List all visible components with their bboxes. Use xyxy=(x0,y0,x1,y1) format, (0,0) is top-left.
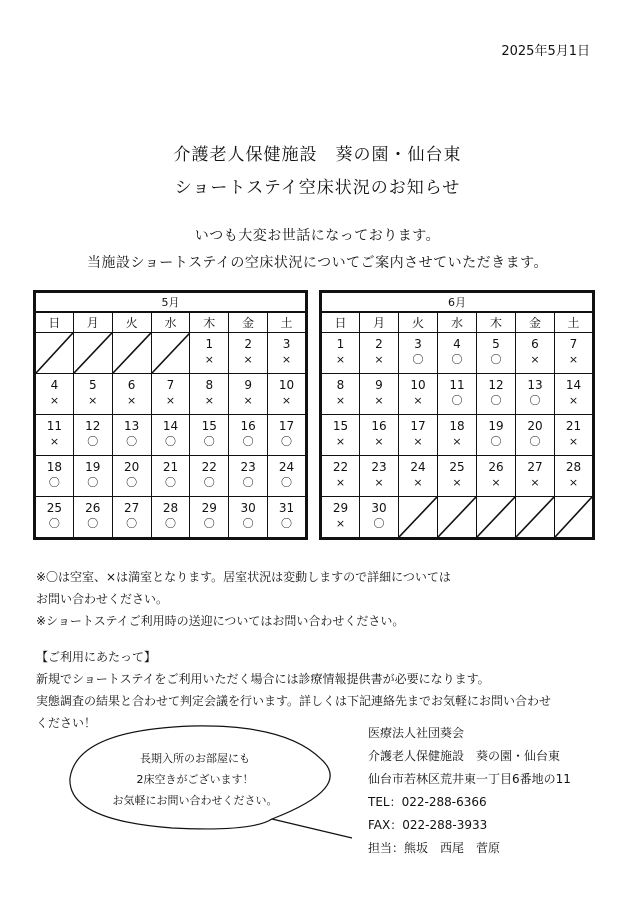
availability-mark: × xyxy=(335,394,346,407)
day-number: 13 xyxy=(123,419,140,433)
availability-mark: × xyxy=(243,394,253,407)
diagonal-slash xyxy=(152,333,190,373)
day-number: 12 xyxy=(488,378,504,392)
day-number: 26 xyxy=(488,460,504,474)
day-number: 20 xyxy=(123,460,140,474)
day-cell xyxy=(516,415,555,456)
day-number: 17 xyxy=(278,419,295,433)
day-cell xyxy=(190,415,229,456)
availability-mark: × xyxy=(204,353,214,366)
availability-mark: 〇 xyxy=(529,394,541,407)
day-cell xyxy=(399,456,438,497)
diagonal-slash xyxy=(555,497,592,537)
day-number: 9 xyxy=(375,378,383,392)
day-number: 23 xyxy=(371,460,387,474)
day-number: 3 xyxy=(282,337,291,351)
day-number: 4 xyxy=(453,337,461,351)
day-number: 29 xyxy=(332,501,349,515)
day-number: 3 xyxy=(414,337,422,351)
day-number: 26 xyxy=(85,501,101,515)
availability-mark: × xyxy=(568,476,579,489)
empty-day-cell xyxy=(399,497,438,539)
day-cell xyxy=(399,333,438,374)
contact-staff: 担当：熊坂 西尾 菅原 xyxy=(368,841,501,855)
day-cell xyxy=(73,456,112,497)
availability-mark: 〇 xyxy=(203,435,215,448)
empty-day-cell xyxy=(112,333,151,374)
diagonal-slash xyxy=(74,333,112,373)
day-cell xyxy=(112,456,151,497)
availability-mark: 〇 xyxy=(373,517,385,530)
availability-mark: 〇 xyxy=(490,435,502,448)
diagonal-slash xyxy=(36,333,73,373)
availability-mark: × xyxy=(88,394,98,407)
day-number: 24 xyxy=(278,460,295,474)
weekday-label: 土 xyxy=(268,312,307,333)
day-number: 14 xyxy=(162,419,179,433)
availability-mark: 〇 xyxy=(48,476,60,489)
weekday-label: 火 xyxy=(399,312,438,333)
day-number: 10 xyxy=(410,378,426,392)
diagonal-slash xyxy=(477,497,515,537)
empty-day-cell xyxy=(438,497,477,539)
day-cell xyxy=(73,497,112,539)
availability-mark: 〇 xyxy=(126,517,138,530)
day-cell xyxy=(360,497,399,539)
day-cell xyxy=(477,456,516,497)
availability-mark: × xyxy=(530,476,540,489)
day-number: 2 xyxy=(375,337,383,351)
contact-org: 医療法人社団葵会 xyxy=(368,726,465,740)
day-number: 6 xyxy=(127,378,136,392)
day-number: 20 xyxy=(527,419,543,433)
availability-mark: 〇 xyxy=(529,435,541,448)
day-number: 22 xyxy=(201,460,217,474)
day-cell xyxy=(321,415,360,456)
availability-mark: × xyxy=(374,394,384,407)
day-cell xyxy=(321,333,360,374)
availability-mark: 〇 xyxy=(490,353,502,366)
day-cell xyxy=(268,415,307,456)
weekday-label: 木 xyxy=(190,312,229,333)
day-cell xyxy=(190,333,229,374)
day-cell xyxy=(190,456,229,497)
june-calendar xyxy=(319,290,595,540)
note-line: ※ショートステイご利用時の送迎についてはお問い合わせください。 xyxy=(36,614,405,628)
day-number: 27 xyxy=(123,501,140,515)
day-cell xyxy=(360,333,399,374)
bubble-line: 2床空きがございます！ xyxy=(136,773,254,786)
note-line: お問い合わせください。 xyxy=(36,592,169,606)
availability-mark: 〇 xyxy=(126,435,138,448)
weekday-label: 水 xyxy=(438,312,477,333)
month-label: 6月 xyxy=(321,292,594,313)
day-number: 17 xyxy=(410,419,426,433)
day-cell xyxy=(268,497,307,539)
day-number: 11 xyxy=(449,378,465,392)
availability-mark: × xyxy=(452,435,462,448)
notes-block xyxy=(36,566,551,734)
weekday-label: 金 xyxy=(516,312,555,333)
empty-day-cell xyxy=(555,497,594,539)
day-cell xyxy=(516,456,555,497)
weekday-label: 火 xyxy=(112,312,151,333)
usage-line: 実態調査の結果と合わせて判定会議を行います。詳しくは下記連絡先までお気軽にお問い合わせ xyxy=(36,694,552,708)
day-number: 29 xyxy=(201,501,217,515)
empty-day-cell xyxy=(516,497,555,539)
day-cell xyxy=(477,415,516,456)
day-number: 1 xyxy=(336,337,345,351)
weekday-label: 月 xyxy=(73,312,112,333)
availability-mark: × xyxy=(452,476,462,489)
day-cell xyxy=(438,333,477,374)
day-cell xyxy=(477,374,516,415)
day-number: 16 xyxy=(371,419,387,433)
day-cell xyxy=(555,415,594,456)
contact-fax: FAX：022-288-3933 xyxy=(368,818,488,832)
usage-heading: 【ご利用にあたって】 xyxy=(36,650,157,664)
availability-mark: × xyxy=(530,353,540,366)
day-number: 8 xyxy=(336,378,345,392)
day-number: 15 xyxy=(201,419,217,433)
weekday-label: 月 xyxy=(360,312,399,333)
day-number: 10 xyxy=(278,378,295,392)
day-number: 22 xyxy=(332,460,349,474)
availability-mark: 〇 xyxy=(281,517,293,530)
day-number: 4 xyxy=(50,378,59,392)
day-cell xyxy=(321,456,360,497)
intro-line-1: いつも大変お世話になっております。 xyxy=(194,228,441,244)
availability-mark: × xyxy=(204,394,214,407)
note-line: ※〇は空室、×は満室となります。居室状況は変動しますので詳細については xyxy=(36,570,451,584)
availability-mark: × xyxy=(49,435,60,448)
day-number: 13 xyxy=(527,378,543,392)
day-number: 27 xyxy=(527,460,543,474)
availability-mark: × xyxy=(281,353,292,366)
availability-mark: 〇 xyxy=(164,476,176,489)
day-cell xyxy=(438,415,477,456)
availability-mark: 〇 xyxy=(490,394,502,407)
day-number: 14 xyxy=(565,378,582,392)
day-number: 9 xyxy=(244,378,252,392)
availability-mark: × xyxy=(335,353,346,366)
weekday-label: 金 xyxy=(229,312,268,333)
availability-mark: × xyxy=(491,476,501,489)
day-cell xyxy=(477,333,516,374)
day-cell xyxy=(112,374,151,415)
contact-tel: TEL：022-288-6366 xyxy=(368,795,487,809)
day-number: 2 xyxy=(244,337,252,351)
availability-mark: 〇 xyxy=(87,517,99,530)
day-number: 25 xyxy=(46,501,63,515)
day-cell xyxy=(360,456,399,497)
day-cell xyxy=(229,374,268,415)
weekday-label: 土 xyxy=(555,312,594,333)
diagonal-slash xyxy=(516,497,554,537)
day-cell xyxy=(229,497,268,539)
day-number: 28 xyxy=(162,501,179,515)
contact-block xyxy=(368,722,571,860)
day-cell xyxy=(151,374,190,415)
day-cell xyxy=(321,497,360,539)
day-cell xyxy=(35,374,74,415)
day-cell xyxy=(190,497,229,539)
diagonal-slash xyxy=(438,497,476,537)
availability-mark: 〇 xyxy=(242,476,254,489)
day-cell xyxy=(229,456,268,497)
title-line-2: ショートステイ空床状況のお知らせ xyxy=(174,178,461,198)
issue-date: 2025年5月1日 xyxy=(501,44,590,59)
availability-mark: × xyxy=(413,476,423,489)
day-cell xyxy=(438,374,477,415)
day-number: 15 xyxy=(332,419,349,433)
month-label: 5月 xyxy=(35,292,307,313)
day-number: 16 xyxy=(240,419,256,433)
availability-mark: × xyxy=(335,435,346,448)
day-cell xyxy=(555,456,594,497)
availability-mark: × xyxy=(49,394,60,407)
availability-mark: 〇 xyxy=(281,435,293,448)
usage-line: ください！ xyxy=(36,716,97,730)
day-cell xyxy=(229,333,268,374)
day-number: 21 xyxy=(565,419,582,433)
bubble-line: お気軽にお問い合わせください。 xyxy=(112,794,278,807)
day-cell xyxy=(151,415,190,456)
availability-mark: × xyxy=(243,353,253,366)
availability-mark: 〇 xyxy=(203,517,215,530)
day-cell xyxy=(360,415,399,456)
day-cell xyxy=(35,497,74,539)
day-cell xyxy=(229,415,268,456)
weekday-label: 日 xyxy=(35,312,74,333)
availability-mark: × xyxy=(413,394,423,407)
day-cell xyxy=(73,374,112,415)
usage-line: 新規でショートステイをご利用いただく場合には診療情報提供書が必要になります。 xyxy=(36,672,490,686)
availability-mark: × xyxy=(127,394,137,407)
day-cell xyxy=(399,415,438,456)
day-cell xyxy=(399,374,438,415)
intro-line-2: 当施設ショートステイの空床状況についてご案内させていただきます。 xyxy=(87,255,548,271)
availability-mark: 〇 xyxy=(203,476,215,489)
day-number: 24 xyxy=(410,460,426,474)
title-line-1: 介護老人保健施設 葵の園・仙台東 xyxy=(173,145,462,165)
availability-mark: × xyxy=(335,476,346,489)
empty-day-cell xyxy=(151,333,190,374)
day-cell xyxy=(555,374,594,415)
availability-mark: 〇 xyxy=(87,476,99,489)
day-cell xyxy=(73,415,112,456)
day-number: 12 xyxy=(85,419,101,433)
availability-mark: 〇 xyxy=(164,517,176,530)
day-cell xyxy=(151,456,190,497)
availability-mark: 〇 xyxy=(48,517,60,530)
empty-day-cell xyxy=(73,333,112,374)
day-cell xyxy=(151,497,190,539)
availability-mark: 〇 xyxy=(281,476,293,489)
day-number: 25 xyxy=(449,460,465,474)
day-cell xyxy=(268,374,307,415)
day-cell xyxy=(268,333,307,374)
day-cell xyxy=(112,415,151,456)
availability-mark: 〇 xyxy=(87,435,99,448)
availability-mark: × xyxy=(568,435,579,448)
bubble-text xyxy=(90,748,300,811)
day-cell xyxy=(35,415,74,456)
day-number: 18 xyxy=(449,419,465,433)
availability-mark: × xyxy=(165,394,176,407)
day-cell xyxy=(555,333,594,374)
day-number: 8 xyxy=(205,378,214,392)
empty-day-cell xyxy=(35,333,74,374)
day-cell xyxy=(516,374,555,415)
day-cell xyxy=(190,374,229,415)
availability-mark: × xyxy=(413,435,423,448)
diagonal-slash xyxy=(113,333,151,373)
day-number: 5 xyxy=(88,378,97,392)
day-number: 6 xyxy=(531,337,539,351)
availability-mark: × xyxy=(374,435,384,448)
availability-mark: 〇 xyxy=(126,476,138,489)
day-cell xyxy=(438,456,477,497)
availability-mark: 〇 xyxy=(451,353,463,366)
day-number: 7 xyxy=(569,337,578,351)
day-cell xyxy=(360,374,399,415)
availability-mark: × xyxy=(568,353,579,366)
day-number: 19 xyxy=(488,419,504,433)
availability-mark: 〇 xyxy=(164,435,176,448)
diagonal-slash xyxy=(399,497,437,537)
bubble-line: 長期入所のお部屋にも xyxy=(140,752,250,765)
contact-address: 仙台市若林区荒井東一丁目6番地の11 xyxy=(368,772,571,786)
day-number: 21 xyxy=(162,460,179,474)
availability-mark: 〇 xyxy=(412,353,424,366)
empty-day-cell xyxy=(477,497,516,539)
day-cell xyxy=(321,374,360,415)
day-number: 7 xyxy=(166,378,175,392)
day-number: 23 xyxy=(240,460,256,474)
weekday-label: 木 xyxy=(477,312,516,333)
day-number: 30 xyxy=(371,501,387,515)
day-number: 11 xyxy=(46,419,63,433)
day-number: 28 xyxy=(565,460,582,474)
availability-mark: 〇 xyxy=(242,517,254,530)
availability-mark: × xyxy=(374,476,384,489)
day-number: 30 xyxy=(240,501,256,515)
weekday-label: 日 xyxy=(321,312,360,333)
availability-mark: 〇 xyxy=(242,435,254,448)
day-number: 18 xyxy=(46,460,63,474)
day-number: 1 xyxy=(205,337,214,351)
availability-mark: 〇 xyxy=(451,394,463,407)
availability-mark: × xyxy=(374,353,384,366)
day-number: 19 xyxy=(85,460,101,474)
availability-mark: × xyxy=(568,394,579,407)
day-number: 5 xyxy=(492,337,500,351)
availability-mark: × xyxy=(281,394,292,407)
day-cell xyxy=(516,333,555,374)
weekday-label: 水 xyxy=(151,312,190,333)
contact-facility: 介護老人保健施設 葵の園・仙台東 xyxy=(368,749,561,763)
day-cell xyxy=(35,456,74,497)
day-number: 31 xyxy=(278,501,295,515)
day-cell xyxy=(268,456,307,497)
may-calendar xyxy=(33,290,308,540)
day-cell xyxy=(112,497,151,539)
availability-mark: × xyxy=(335,517,346,530)
